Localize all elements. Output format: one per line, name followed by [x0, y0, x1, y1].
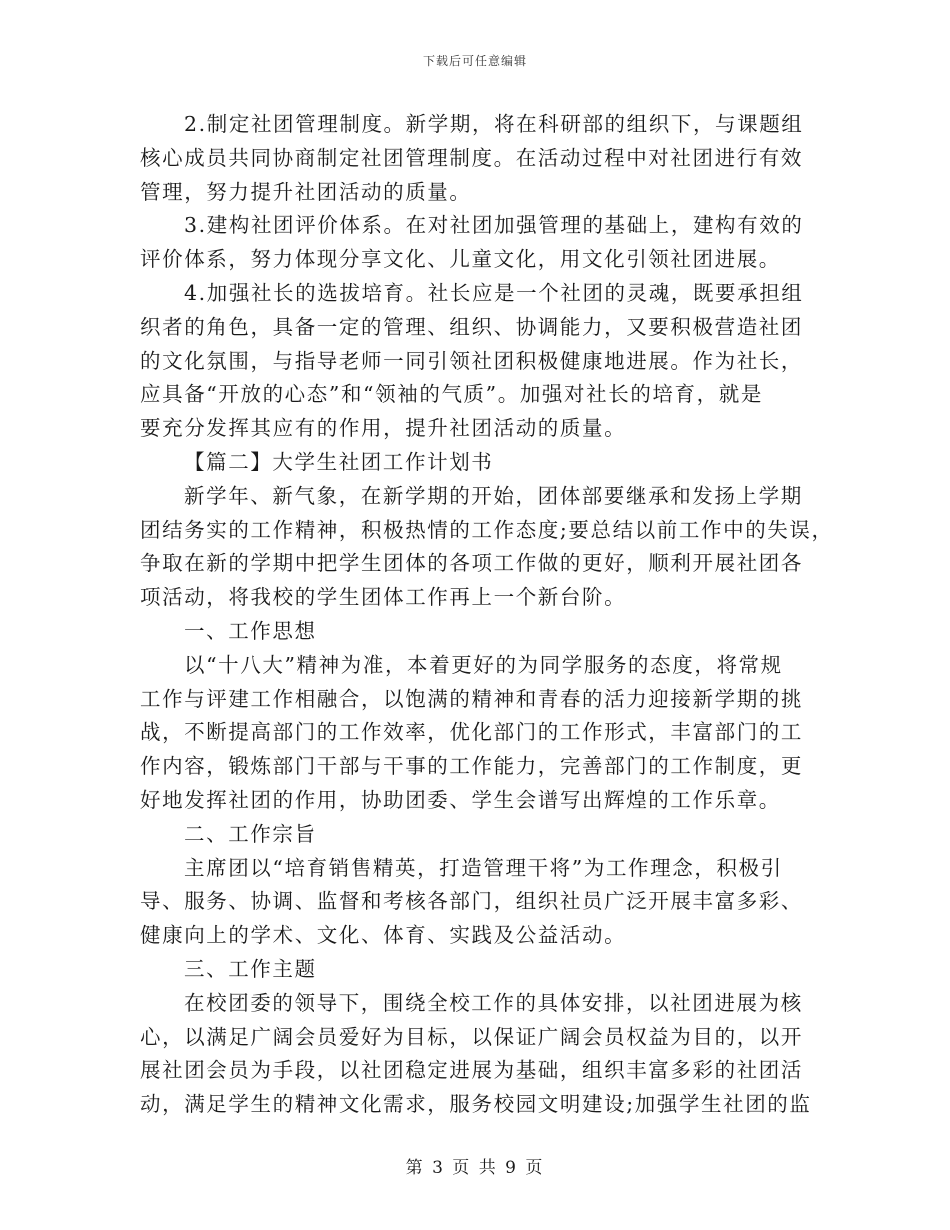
text-line: 展社团会员为手段，以社团稳定进展为基础，组织丰富多彩的社团活 — [140, 1058, 803, 1083]
text-line: 新学年、新气象，在新学期的开始，团体部要继承和发扬上学期 — [184, 483, 803, 508]
text-line: 作内容，锻炼部门干部与干事的工作能力，完善部门的工作制度，更 — [140, 754, 803, 779]
text-line: 动，满足学生的精神文化需求，服务校园文明建设;加强学生社团的监 — [140, 1092, 812, 1117]
document-body — [140, 108, 834, 1122]
text-line: 在校团委的领导下，围绕全校工作的具体安排，以社团进展为核 — [184, 990, 803, 1015]
text-line: 核心成员共同协商制定社团管理制度。在活动过程中对社团进行有效 — [140, 145, 803, 170]
text-line: 导、服务、协调、监督和考核各部门，组织社员广泛开展丰富多彩、 — [140, 889, 803, 914]
text-line: 团结务实的工作精神，积极热情的工作态度;要总结以前工作中的失误， — [140, 517, 834, 542]
page-footer: 第 3 页 共 9 页 — [405, 1158, 545, 1178]
text-line: 项活动，将我校的学生团体工作再上一个新台阶。 — [140, 585, 627, 610]
text-line: 争取在新的学期中把学生团体的各项工作做的更好，顺利开展社团各 — [140, 551, 803, 576]
text-line: 3.建构社团评价体系。在对社团加强管理的基础上，建构有效的 — [184, 213, 804, 238]
text-line: 一、工作思想 — [184, 618, 317, 643]
text-line: 健康向上的学术、文化、体育、实践及公益活动。 — [140, 923, 627, 948]
text-line: 工作与评建工作相融合，以饱满的精神和青春的活力迎接新学期的挑 — [140, 686, 803, 711]
text-line: 评价体系，努力体现分享文化、儿童文化，用文化引领社团进展。 — [140, 247, 781, 272]
text-line: 4.加强社长的选拔培育。社长应是一个社团的灵魂，既要承担组 — [184, 280, 804, 305]
text-line: 【篇二】大学生社团工作计划书 — [184, 449, 494, 474]
text-line: 管理，努力提升社团活动的质量。 — [140, 179, 472, 204]
text-line: 织者的角色，具备一定的管理、组织、协调能力，又要积极营造社团 — [140, 314, 803, 339]
text-line: 好地发挥社团的作用，协助团委、学生会谱写出辉煌的工作乐章。 — [140, 787, 781, 812]
text-line: 三、工作主题 — [184, 956, 317, 981]
text-line: 战，不断提高部门的工作效率，优化部门的工作形式，丰富部门的工 — [140, 720, 803, 745]
text-line: 主席团以“培育销售精英，打造管理干将”为工作理念，积极引 — [184, 855, 783, 880]
text-line: 要充分发挥其应有的作用，提升社团活动的质量。 — [140, 416, 627, 441]
text-line: 心，以满足广阔会员爱好为目标，以保证广阔会员权益为目的，以开 — [140, 1024, 803, 1049]
text-line: 2.制定社团管理制度。新学期，将在科研部的组织下，与课题组 — [184, 112, 804, 136]
text-line: 二、工作宗旨 — [184, 821, 317, 846]
text-line: 应具备“开放的心态”和“领袖的气质”。加强对社长的培育，就是 — [140, 382, 763, 407]
page-header: 下载后可任意编辑 — [422, 54, 527, 68]
text-line: 的文化氛围，与指导老师一同引领社团积极健康地进展。作为社长， — [140, 348, 803, 373]
text-line: 以“十八大”精神为准，本着更好的为同学服务的态度，将常规 — [184, 652, 783, 677]
